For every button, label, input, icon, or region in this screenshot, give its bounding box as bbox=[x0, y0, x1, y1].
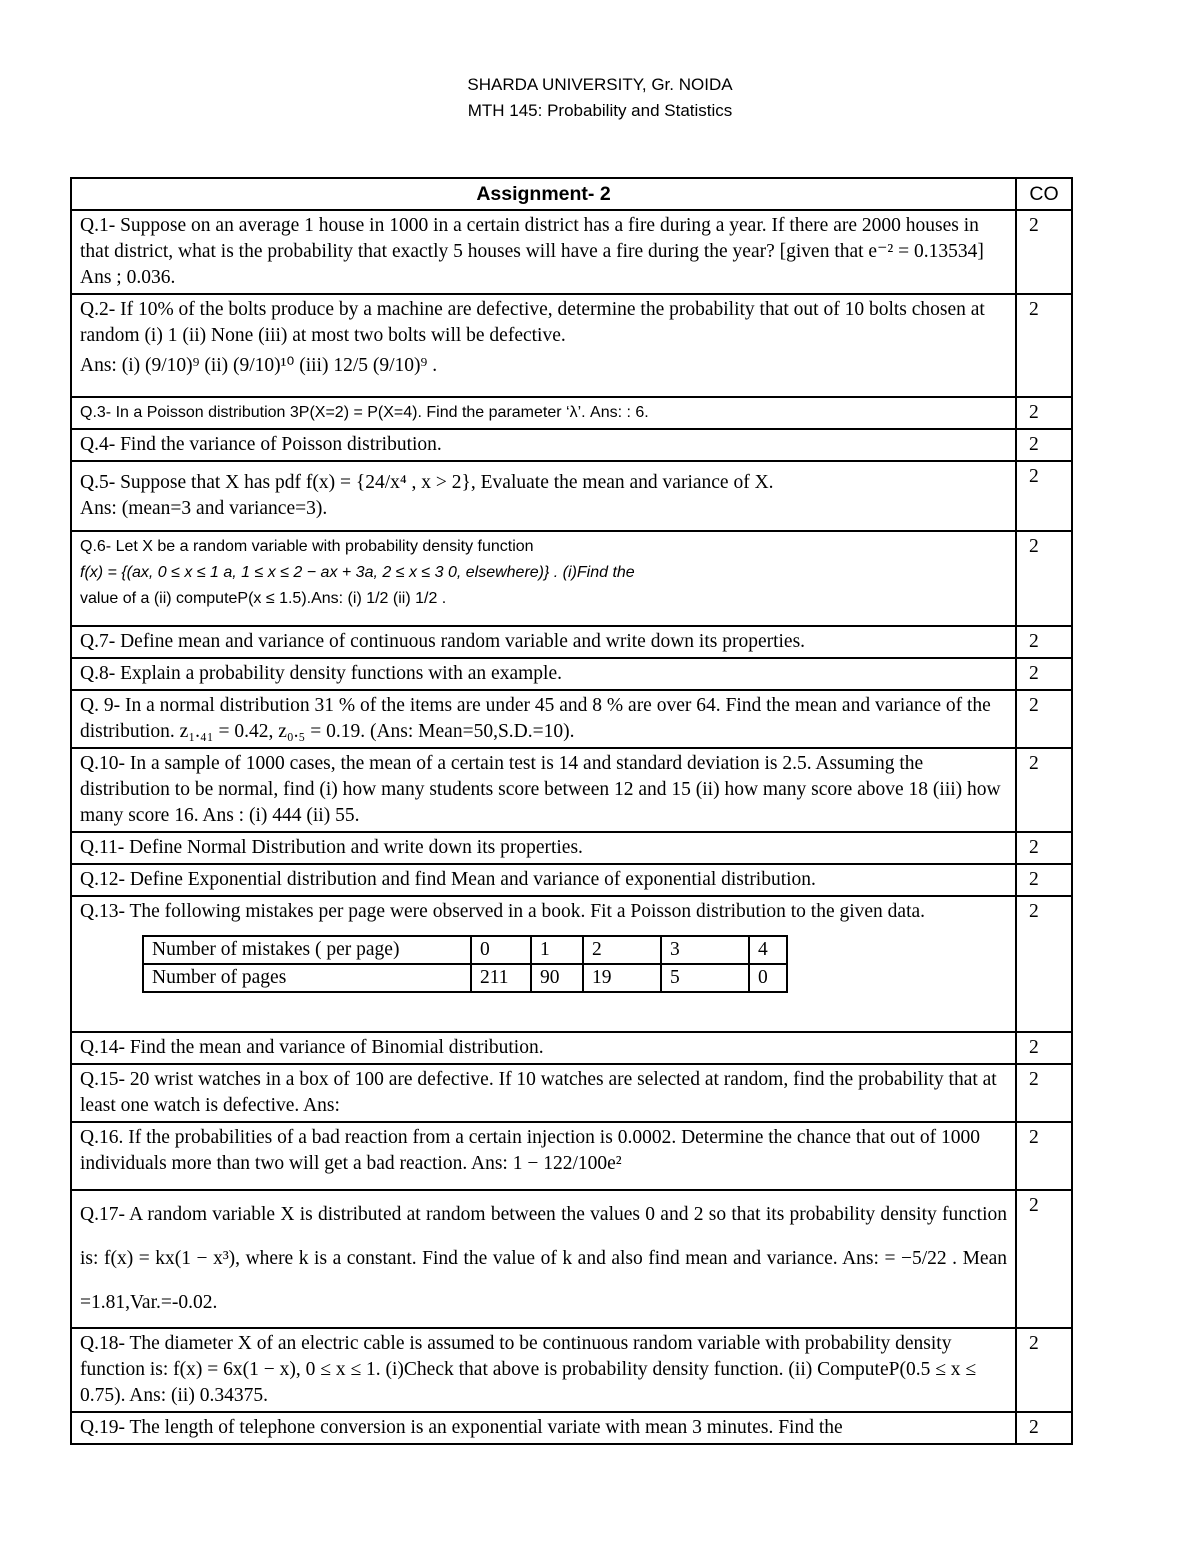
question-7: Q.7- Define mean and variance of continuous random variable and write down its properties. bbox=[71, 626, 1016, 658]
assignment-title: Assignment- 2 bbox=[71, 178, 1016, 210]
table-row bbox=[71, 748, 1072, 832]
co-value: 2 bbox=[1016, 1328, 1072, 1412]
co-value: 2 bbox=[1016, 896, 1072, 1032]
question-19: Q.19- The length of telephone conversion is an exponential variate with mean 3 minutes. Find the bbox=[71, 1412, 1016, 1444]
co-value: 2 bbox=[1016, 1190, 1072, 1328]
assignment-table bbox=[70, 177, 1073, 1445]
question-3: Q.3- In a Poisson distribution 3P(X=2) = P(X=4). Find the parameter ‘λ’. Ans: : 6. bbox=[71, 397, 1016, 429]
question-13-text: Q.13- The following mistakes per page were observed in a book. Fit a Poisson distribution to the given data. bbox=[80, 901, 926, 922]
table-row bbox=[71, 1328, 1072, 1412]
question-15: Q.15- 20 wrist watches in a box of 100 are defective. If 10 watches are selected at random, find the probability that at least one watch is defective. Ans: bbox=[71, 1064, 1016, 1122]
co-value: 2 bbox=[1016, 1064, 1072, 1122]
table-row bbox=[71, 429, 1072, 461]
co-header: CO bbox=[1016, 178, 1072, 210]
question-1: Q.1- Suppose on an average 1 house in 1000 in a certain district has a fire during a year. If there are 2000 houses in that district, what is the probability that exactly 5 houses will have a fire during the year? [given that e⁻² = 0.13534] Ans ; 0.036. bbox=[71, 210, 1016, 294]
mistakes-table bbox=[142, 935, 788, 993]
question-6-answer: value of a (ii) computeP(x ≤ 1.5).Ans: (i) 1/2 (ii) 1/2 . bbox=[80, 590, 447, 607]
pages-cell: 90 bbox=[531, 964, 583, 992]
co-value: 2 bbox=[1016, 210, 1072, 294]
university-name: SHARDA UNIVERSITY, Gr. NOIDA bbox=[467, 75, 733, 94]
question-17: Q.17- A random variable X is distributed at random between the values 0 and 2 so that its probability density function is: f(x) = kx(1 − x³), where k is a constant. Find the value of k and also find mean and variance. Ans: = −5/22 . Mean =1.81,Var.=-0.02. bbox=[71, 1190, 1016, 1328]
co-value: 2 bbox=[1016, 748, 1072, 832]
table-row bbox=[71, 1122, 1072, 1190]
mistakes-cell: 4 bbox=[749, 936, 787, 964]
co-value: 2 bbox=[1016, 531, 1072, 626]
table-row bbox=[71, 210, 1072, 294]
mistakes-cell: 0 bbox=[471, 936, 531, 964]
question-18: Q.18- The diameter X of an electric cable is assumed to be continuous random variable with probability density function is: f(x) = 6x(1 − x), 0 ≤ x ≤ 1. (i)Check that above is probability density function. (ii) ComputeP(0.5 ≤ x ≤ 0.75). Ans: (ii) 0.34375. bbox=[71, 1328, 1016, 1412]
table-row bbox=[71, 864, 1072, 896]
table-header-row bbox=[71, 178, 1072, 210]
question-5-answer: Ans: (mean=3 and variance=3). bbox=[80, 498, 328, 519]
co-value: 2 bbox=[1016, 864, 1072, 896]
pages-cell: 5 bbox=[661, 964, 749, 992]
mistakes-label: Number of mistakes ( per page) bbox=[143, 936, 471, 964]
course-title: MTH 145: Probability and Statistics bbox=[467, 101, 733, 120]
mistakes-row bbox=[143, 936, 787, 964]
mistakes-cell: 2 bbox=[583, 936, 661, 964]
co-value: 2 bbox=[1016, 1412, 1072, 1444]
question-5-text: Q.5- Suppose that X has pdf f(x) = {24/x⁴ , x > 2}, Evaluate the mean and variance of X. bbox=[80, 472, 774, 493]
question-5 bbox=[71, 461, 1016, 531]
table-row bbox=[71, 1064, 1072, 1122]
question-2-answer: Ans: (i) (9/10)⁹ (ii) (9/10)¹⁰ (iii) 12/5 (9/10)⁹ . bbox=[80, 355, 438, 376]
table-row bbox=[71, 1032, 1072, 1064]
co-value: 2 bbox=[1016, 294, 1072, 397]
question-9: Q. 9- In a normal distribution 31 % of the items are under 45 and 8 % are over 64. Find the mean and variance of the distribution. z₁.₄₁ = 0.42, z₀.₅ = 0.19. (Ans: Mean=50,S.D.=10). bbox=[71, 690, 1016, 748]
question-6-text: Q.6- Let X be a random variable with probability density function bbox=[80, 538, 534, 555]
question-13 bbox=[71, 896, 1016, 1032]
co-value: 2 bbox=[1016, 397, 1072, 429]
pages-row bbox=[143, 964, 787, 992]
co-value: 2 bbox=[1016, 1122, 1072, 1190]
table-row bbox=[71, 1190, 1072, 1328]
question-16: Q.16. If the probabilities of a bad reaction from a certain injection is 0.0002. Determine the chance that out of 1000 individuals more than two will get a bad reaction. Ans: 1 − 122/100e² bbox=[71, 1122, 1016, 1190]
mistakes-cell: 1 bbox=[531, 936, 583, 964]
question-10: Q.10- In a sample of 1000 cases, the mean of a certain test is 14 and standard deviation is 2.5. Assuming the distribution to be normal, find (i) how many students score between 12 and 15 (ii) how many score above 18 (iii) how many score 16. Ans : (i) 444 (ii) 55. bbox=[71, 748, 1016, 832]
table-row bbox=[71, 294, 1072, 397]
question-8: Q.8- Explain a probability density functions with an example. bbox=[71, 658, 1016, 690]
table-row bbox=[71, 832, 1072, 864]
co-value: 2 bbox=[1016, 429, 1072, 461]
table-row bbox=[71, 690, 1072, 748]
mistakes-cell: 3 bbox=[661, 936, 749, 964]
question-12: Q.12- Define Exponential distribution and find Mean and variance of exponential distribution. bbox=[71, 864, 1016, 896]
table-row bbox=[71, 1412, 1072, 1444]
table-row bbox=[71, 461, 1072, 531]
question-6-formula: f(x) = {(ax, 0 ≤ x ≤ 1 a, 1 ≤ x ≤ 2 − ax + 3a, 2 ≤ x ≤ 3 0, elsewhere)} . (i)Find the bbox=[80, 564, 635, 581]
pages-label: Number of pages bbox=[143, 964, 471, 992]
question-14: Q.14- Find the mean and variance of Binomial distribution. bbox=[71, 1032, 1016, 1064]
table-row bbox=[71, 626, 1072, 658]
co-value: 2 bbox=[1016, 658, 1072, 690]
co-value: 2 bbox=[1016, 690, 1072, 748]
pages-cell: 19 bbox=[583, 964, 661, 992]
question-4: Q.4- Find the variance of Poisson distribution. bbox=[71, 429, 1016, 461]
co-value: 2 bbox=[1016, 832, 1072, 864]
co-value: 2 bbox=[1016, 1032, 1072, 1064]
question-2-text: Q.2- If 10% of the bolts produce by a machine are defective, determine the probability that out of 10 bolts chosen at random (i) 1 (ii) None (iii) at most two bolts will be defective. bbox=[80, 299, 985, 346]
question-2 bbox=[71, 294, 1016, 397]
question-11: Q.11- Define Normal Distribution and write down its properties. bbox=[71, 832, 1016, 864]
table-row bbox=[71, 896, 1072, 1032]
co-value: 2 bbox=[1016, 626, 1072, 658]
co-value: 2 bbox=[1016, 461, 1072, 531]
table-row bbox=[71, 531, 1072, 626]
pages-cell: 0 bbox=[749, 964, 787, 992]
table-row bbox=[71, 658, 1072, 690]
pages-cell: 211 bbox=[471, 964, 531, 992]
question-6 bbox=[71, 531, 1016, 626]
table-row bbox=[71, 397, 1072, 429]
